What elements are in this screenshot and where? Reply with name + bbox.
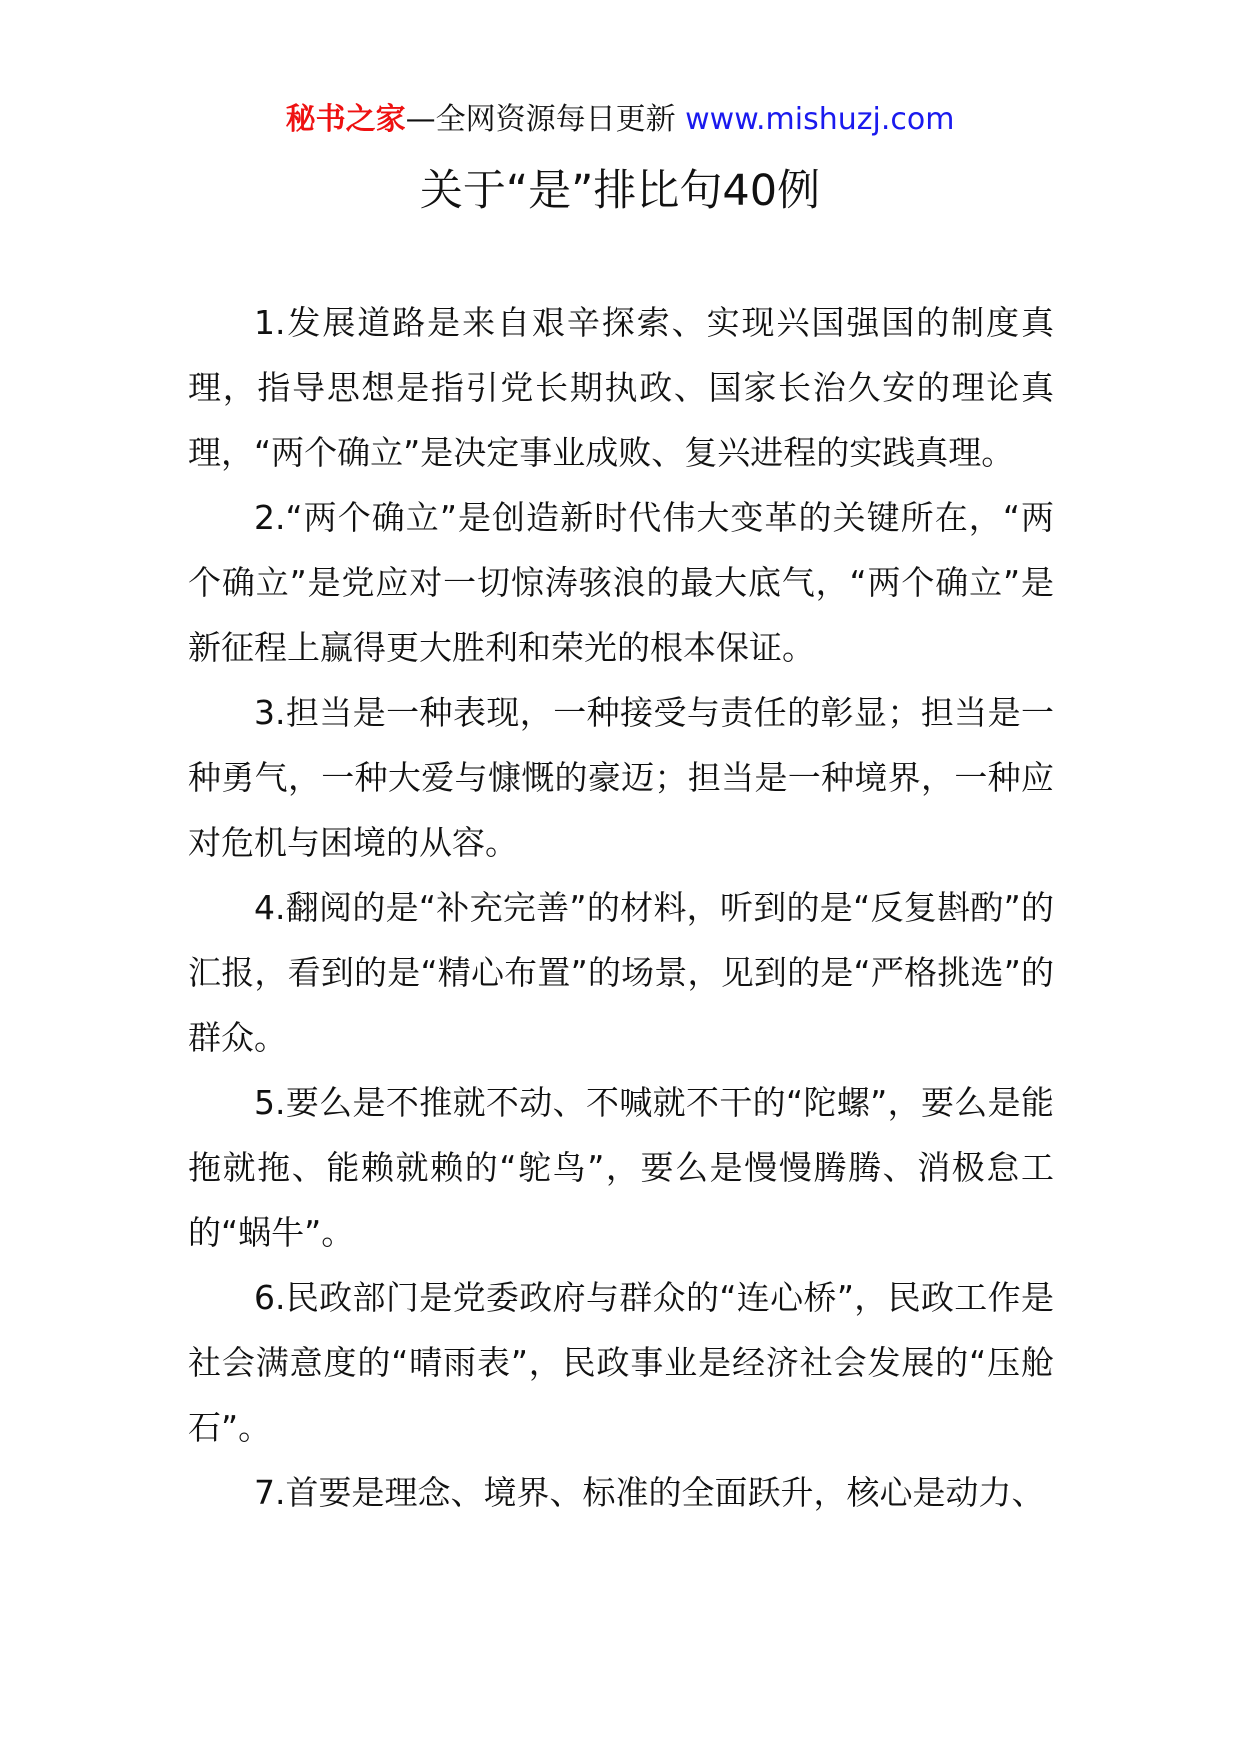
site-url-link[interactable]: www.mishuzj.com (685, 102, 955, 137)
paragraph-2: 2.“两个确立”是创造新时代伟大变革的关键所在，“两个确立”是党应对一切惊涛骇浪的最大底气，“两个确立”是新征程上赢得更大胜利和荣光的根本保证。 (188, 498, 1054, 667)
paragraph-6: 6.民政部门是党委政府与群众的“连心桥”，民政工作是社会满意度的“晴雨表”，民政事业是经济社会发展的“压舱石”。 (188, 1278, 1054, 1447)
header-slogan: —全网资源每日更新 (405, 102, 676, 137)
paragraph-3: 3.担当是一种表现，一种接受与责任的彰显；担当是一种勇气，一种大爱与慷慨的豪迈；担当是一种境界，一种应对危机与困境的从容。 (188, 693, 1054, 862)
site-header (0, 100, 1240, 140)
document-body (188, 290, 1054, 1525)
brand-name: 秘书之家 (285, 102, 406, 137)
paragraph-7: 7.首要是理念、境界、标准的全面跃升，核心是动力、 (254, 1473, 1045, 1512)
paragraph-5: 5.要么是不推就不动、不喊就不干的“陀螺”，要么是能拖就拖、能赖就赖的“鸵鸟”，要么是慢慢腾腾、消极怠工的“蜗牛”。 (188, 1083, 1054, 1252)
paragraph-4: 4.翻阅的是“补充完善”的材料，听到的是“反复斟酌”的汇报，看到的是“精心布置”的场景，见到的是“严格挑选”的群众。 (188, 888, 1054, 1057)
paragraph-1: 1.发展道路是来自艰辛探索、实现兴国强国的制度真理，指导思想是指引党长期执政、国家长治久安的理论真理，“两个确立”是决定事业成败、复兴进程的实践真理。 (188, 303, 1054, 472)
page-title: 关于“是”排比句40例 (419, 166, 821, 216)
